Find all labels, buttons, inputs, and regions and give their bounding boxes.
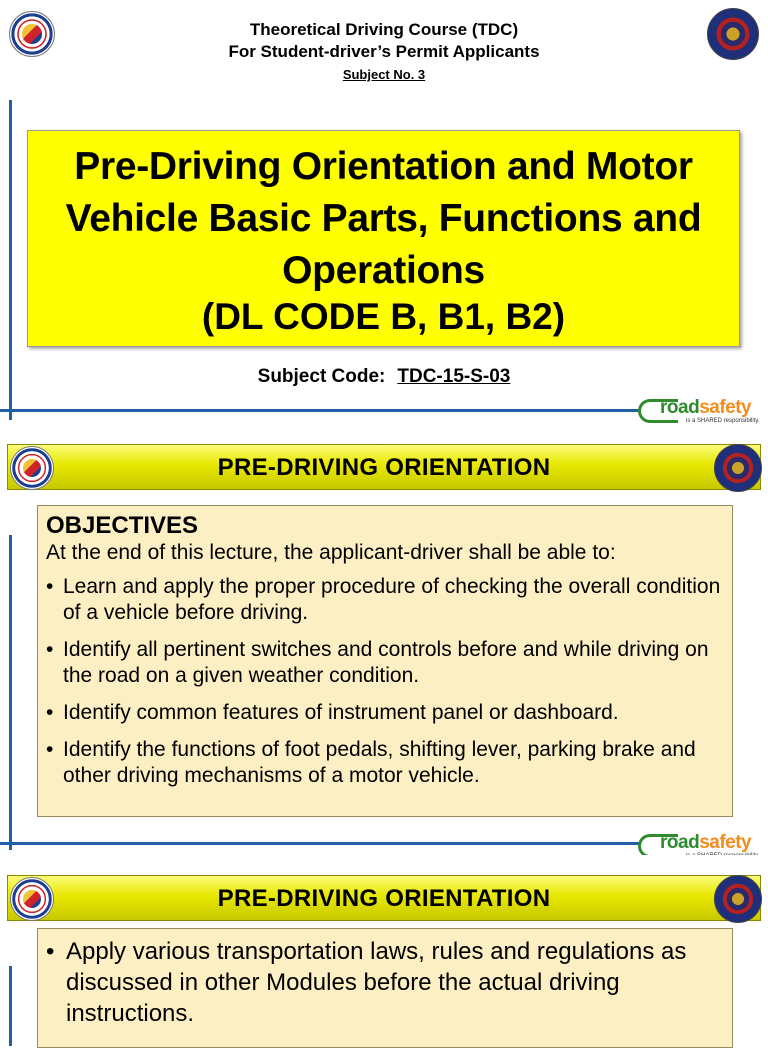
banner-title: PRE-DRIVING ORIENTATION xyxy=(217,885,551,912)
course-subtitle: For Student-driver’s Permit Applicants xyxy=(228,42,540,61)
logo-wordmark: roadsafety xyxy=(660,397,752,418)
objectives-intro: At the end of this lecture, the applicant-driver shall be able to: xyxy=(46,541,616,564)
slide-separator xyxy=(0,424,768,435)
subject-code-label: Subject Code: xyxy=(257,366,386,387)
roadsafety-logo xyxy=(638,397,762,427)
slide-orientation xyxy=(0,866,768,1027)
content-box xyxy=(37,928,733,1048)
accent-vertical-bar xyxy=(9,966,12,1046)
banner-title: PRE-DRIVING ORIENTATION xyxy=(217,454,551,481)
accent-vertical-bar xyxy=(9,535,12,850)
logo-wordmark: roadsafety xyxy=(660,832,752,853)
course-title: Theoretical Driving Course (TDC) xyxy=(249,20,519,39)
objectives-list xyxy=(46,574,724,789)
dotr-seal-icon xyxy=(10,446,54,490)
lecture-title: Pre-Driving Orientation and Motor Vehicle Basic Parts, Functions and Operations xyxy=(65,145,702,292)
objectives-heading: OBJECTIVES xyxy=(46,512,199,539)
list-item: • Identify all pertinent switches and controls before and while driving on the road on a given weather condition. xyxy=(46,637,724,689)
header-banner xyxy=(7,444,761,490)
dl-code: (DL CODE B, B1, B2) xyxy=(201,296,566,337)
slide-objectives xyxy=(0,435,768,855)
content-list xyxy=(46,936,724,1029)
slide-separator xyxy=(0,855,768,866)
subject-code-value: TDC-15-S-03 xyxy=(397,366,511,387)
slide-title xyxy=(0,0,768,424)
list-item: • Learn and apply the proper procedure of checking the overall condition of a vehicle before driving. xyxy=(46,574,724,626)
objectives-box xyxy=(37,505,733,817)
lto-seal-icon xyxy=(714,875,762,923)
list-item: • Identify common features of instrument panel or dashboard. xyxy=(46,700,724,726)
header-banner xyxy=(7,875,761,921)
accent-horizontal-bar xyxy=(0,842,640,845)
list-item: • Apply various transportation laws, rules and regulations as discussed in other Modules before the actual driving instructions. xyxy=(46,936,724,1029)
subject-number: Subject No. 3 xyxy=(342,67,426,82)
list-item: • Identify the functions of foot pedals, shifting lever, parking brake and other driving mechanisms of a motor vehicle. xyxy=(46,737,724,789)
title-box xyxy=(27,130,740,347)
logo-tagline: is a SHARED responsibility. xyxy=(686,418,760,424)
subject-code xyxy=(0,366,768,388)
accent-horizontal-bar xyxy=(0,409,640,412)
lto-seal-icon xyxy=(714,444,762,492)
dotr-seal-icon xyxy=(10,877,54,921)
